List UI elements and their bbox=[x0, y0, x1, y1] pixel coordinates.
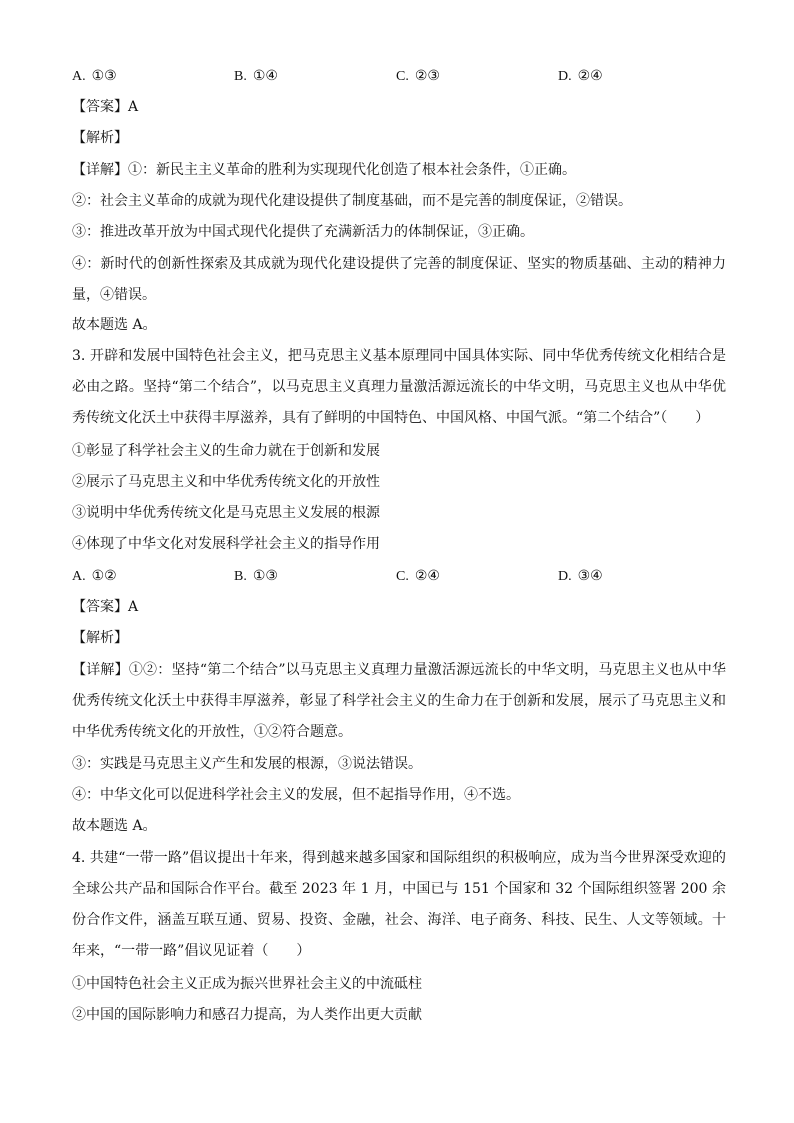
q2-detail-1: 【详解】①：新民主主义革命的胜利为实现现代化创造了根本社会条件，①正确。 bbox=[72, 162, 576, 178]
q4-item-1: ①中国特色社会主义正成为振兴世界社会主义的中流砥柱 bbox=[72, 976, 422, 992]
q3-detail-main: 【详解】①②：坚持“第二个结合”以马克思主义真理力量激活源远流长的中华文明，马克思主义也从中华优秀传统文化沃土中获得丰厚滋养，彰显了科学社会主义的生命力在于创新和发展，展示了马克思主义和中华优秀传统文化的开放性，①②符合题意。 bbox=[72, 662, 726, 740]
q2-detail-4: ④：新时代的创新性探索及其成就为现代化建设提供了完善的制度保证、坚实的物质基础、主动的精神力量，④错误。 bbox=[72, 256, 726, 303]
q3-stem: 3. 开辟和发展中国特色社会主义，把马克思主义基本原理同中国具体实际、同中华优秀传统文化相结合是必由之路。坚持“第二个结合”，以马克思主义真理力量激活源远流长的中华文明，马克思主义也从中华优秀传统文化沃土中获得丰厚滋养，具有了鲜明的中国特色、中国风格、中国气派。“第二个结合”（ ） bbox=[72, 348, 726, 426]
q3-item-2: ②展示了马克思主义和中华优秀传统文化的开放性 bbox=[72, 474, 380, 490]
q2-detail-3: ③：推进改革开放为中国式现代化提供了充满新活力的体制保证，③正确。 bbox=[72, 224, 534, 240]
q3-option-b: B. ①③ bbox=[234, 568, 278, 584]
q3-item-4: ④体现了中华文化对发展科学社会主义的指导作用 bbox=[72, 536, 380, 552]
q2-options bbox=[72, 66, 724, 86]
q3-analysis-label: 【解析】 bbox=[72, 630, 128, 646]
q3-detail-2: ③：实践是马克思主义产生和发展的根源，③说法错误。 bbox=[72, 756, 422, 772]
q3-item-1: ①彰显了科学社会主义的生命力就在于创新和发展 bbox=[72, 443, 380, 459]
q3-options bbox=[72, 566, 724, 586]
q2-option-a: A. ①③ bbox=[72, 68, 117, 84]
q2-option-c: C. ②③ bbox=[396, 68, 440, 84]
q4-item-2: ②中国的国际影响力和感召力提高，为人类作出更大贡献 bbox=[72, 1007, 422, 1023]
q4-stem: 4. 共建“一带一路”倡议提出十年来，得到越来越多国家和国际组织的积极响应，成为当今世界深受欢迎的全球公共产品和国际合作平台。截至 2023 年 1 月，中国已与 151 个国家和 32 个国际组织签署 200 余份合作文件，涵盖互联互通、贸易、投资、金融，社会、海洋、电子商务、科技、民生、人文等领域。十年来，“一带一路”倡议见证着（ ） bbox=[72, 850, 726, 959]
q2-conclusion: 故本题选 A。 bbox=[72, 317, 157, 333]
q2-option-b: B. ①④ bbox=[234, 68, 278, 84]
q3-option-a: A. ①② bbox=[72, 568, 117, 584]
q2-analysis-label: 【解析】 bbox=[72, 130, 128, 146]
q2-answer: 【答案】A bbox=[72, 99, 139, 115]
q2-detail-2: ②：社会主义革命的成就为现代化建设提供了制度基础，而不是完善的制度保证，②错误。 bbox=[72, 193, 632, 209]
q3-item-3: ③说明中华优秀传统文化是马克思主义发展的根源 bbox=[72, 505, 380, 521]
q2-option-d: D. ②④ bbox=[558, 68, 603, 84]
q3-conclusion: 故本题选 A。 bbox=[72, 818, 157, 834]
q3-option-d: D. ③④ bbox=[558, 568, 603, 584]
q3-answer: 【答案】A bbox=[72, 599, 139, 615]
q3-detail-3: ④：中华文化可以促进科学社会主义的发展，但不起指导作用，④不选。 bbox=[72, 787, 520, 803]
q3-option-c: C. ②④ bbox=[396, 568, 440, 584]
